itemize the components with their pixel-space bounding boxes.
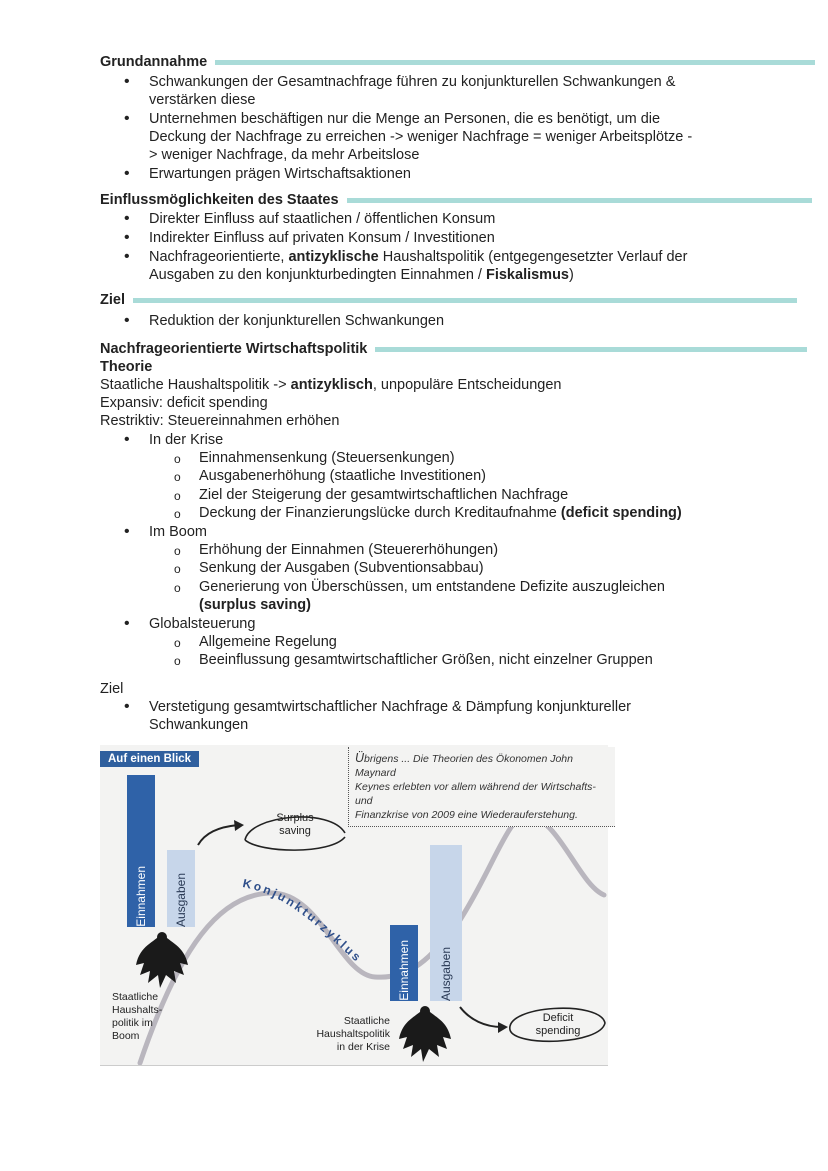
bullet-dot: • (124, 523, 130, 540)
cycle-label: Konjunkturzyklus (241, 876, 366, 966)
caption-line: in der Krise (336, 1041, 390, 1053)
bold-term: antizyklisch (290, 377, 373, 393)
heading-accent-bar (375, 347, 807, 352)
bar-einnahmen-boom (127, 775, 155, 927)
paragraph-line: Restriktiv: Steuereinnahmen erhöhen (100, 413, 340, 429)
subbullet-text: Allgemeine Regelung (199, 634, 337, 650)
krise-caption (310, 1015, 390, 1054)
subbullet-circle: o (174, 654, 181, 668)
surplus-ellipse-base (245, 837, 345, 850)
heading-text: Einflussmöglichkeiten des Staates (100, 192, 339, 208)
federal-eagle-boom (136, 932, 188, 988)
bullet-text: Im Boom (149, 524, 208, 540)
surplus-arrowhead (234, 820, 244, 831)
bold-term: Fiskalismus (485, 267, 569, 283)
bullet-text: Unternehmen beschäftigen nur die Menge an Personen, die es benötigt, um die (149, 111, 661, 127)
surplus-saving-label (260, 812, 330, 838)
note-line: Finanzkrise von 2009 eine Wiederauferstehung. (355, 809, 578, 821)
section-heading-einfluss (100, 192, 812, 208)
bullet-text: > weniger Nachfrage, da mehr Arbeitslose (149, 147, 420, 163)
bullet-text: Schwankungen der Gesamtnachfrage führen zu konjunkturellen Schwankungen & (149, 74, 676, 90)
subbullet-circle: o (174, 581, 181, 595)
section-heading-nachfrage (100, 341, 807, 357)
bullet-dot: • (124, 165, 130, 182)
heading-accent-bar (133, 298, 797, 303)
note-line: brigens ... Die Theorien des Ökonomen John Maynard (355, 753, 573, 779)
bullet-text (149, 248, 687, 266)
subbullet-circle: o (174, 489, 181, 503)
subbullet-text: Ziel der Steigerung der gesamtwirtschaftlichen Nachfrage (199, 487, 569, 503)
bullet-text (149, 266, 574, 284)
boom-caption (112, 991, 162, 1043)
caption-line: Staatliche (343, 1015, 390, 1027)
subheading-theorie: Theorie (100, 359, 153, 375)
text-run: Nachfrageorientierte, (149, 249, 289, 265)
note-line: Keynes erlebten vor allem während der Wirtschafts- und (355, 781, 596, 807)
heading-text: Grundannahme (100, 54, 208, 70)
subbullet-text: Ausgabenerhöhung (staatliche Investitionen) (199, 468, 486, 484)
subbullet-text: Generierung von Überschüssen, um entstandene Defizite auszugleichen (199, 579, 665, 595)
bullet-dot: • (124, 229, 130, 246)
deficit-arrowhead (498, 1022, 508, 1033)
subbullet-text: Einnahmensenkung (Steuersenkungen) (199, 450, 455, 466)
subbullet-text (199, 504, 682, 522)
bullet-text: Direkter Einfluss auf staatlichen / öffentlichen Konsum (149, 211, 496, 227)
bar-label: Einnahmen (134, 866, 148, 927)
caption-line: politik im (112, 1017, 153, 1029)
figure-badge: Auf einen Blick (100, 751, 199, 767)
paragraph-heading-ziel: Ziel (100, 681, 124, 697)
bullet-dot: • (124, 615, 130, 632)
bar-label: Ausgaben (439, 946, 453, 1001)
section-heading-ziel (100, 292, 797, 308)
subbullet-circle: o (174, 636, 181, 650)
caption-line: Haushalts- (112, 1004, 163, 1016)
heading-text: Ziel (100, 292, 125, 308)
bullet-text: Verstetigung gesamtwirtschaftlicher Nachfrage & Dämpfung konjunktureller (149, 699, 631, 715)
subbullet-circle: o (174, 507, 181, 521)
note-initial: Ü (355, 751, 365, 765)
section-heading-grundannahme (100, 54, 815, 70)
deficit-spending-label (520, 1012, 596, 1038)
caption-line: Boom (112, 1030, 140, 1042)
federal-eagle-crisis (399, 1006, 451, 1062)
surplus-arrow (198, 825, 238, 845)
bar-label: Einnahmen (397, 940, 411, 1001)
bullet-text: verstärken diese (149, 92, 256, 108)
subbullet-text: (surplus saving) (199, 597, 311, 613)
bold-term: (deficit spending) (560, 505, 682, 521)
text-run: Haushaltspolitik (entgegengesetzter Verlauf der (378, 249, 688, 265)
heading-accent-bar (347, 198, 812, 203)
label-line: spending (535, 1025, 581, 1037)
subbullet-circle: o (174, 470, 181, 484)
bullet-dot: • (124, 110, 130, 127)
subbullet-circle: o (174, 544, 181, 558)
bullet-text: Schwankungen (149, 717, 249, 733)
bullet-text: Globalsteuerung (149, 616, 256, 632)
bullet-text: Deckung der Nachfrage zu erreichen -> weniger Nachfrage = weniger Arbeitsplötze - (149, 129, 693, 145)
caption-line: Staatliche (112, 991, 159, 1003)
label-line: Deficit (542, 1012, 574, 1024)
bullet-text: In der Krise (149, 432, 224, 448)
bullet-text: Erwartungen prägen Wirtschaftsaktionen (149, 166, 411, 182)
text-run: , unpopuläre Entscheidungen (372, 377, 562, 393)
caption-line: Haushaltspolitik (316, 1028, 390, 1040)
text-run: Ausgaben zu den konjunkturbedingten Einnahmen / (149, 267, 486, 283)
subbullet-circle: o (174, 562, 181, 576)
text-run: Deckung der Finanzierungslücke durch Kreditaufnahme (199, 505, 561, 521)
bullet-dot: • (124, 248, 130, 265)
deficit-arrow (460, 1007, 502, 1027)
paragraph-line: Expansiv: deficit spending (100, 395, 268, 411)
paragraph-line (100, 376, 561, 394)
bullet-text: Reduktion der konjunkturellen Schwankungen (149, 313, 445, 329)
subbullet-text: Beeinflussung gesamtwirtschaftlicher Größen, nicht einzelner Gruppen (199, 652, 653, 668)
bullet-dot: • (124, 73, 130, 90)
bullet-text: Indirekter Einfluss auf privaten Konsum / Investitionen (149, 230, 495, 246)
bar-einnahmen-krise (390, 925, 418, 1001)
keynes-cycle-figure (100, 745, 608, 1066)
bold-term: antizyklische (288, 249, 379, 265)
figure-side-note (348, 747, 615, 827)
subbullet-text: Senkung der Ausgaben (Subventionsabbau) (199, 560, 484, 576)
bar-label: Ausgaben (174, 872, 188, 927)
heading-accent-bar (215, 60, 815, 65)
bar-ausgaben-krise (430, 845, 462, 1001)
bar-ausgaben-boom (167, 850, 195, 927)
bullet-dot: • (124, 210, 130, 227)
text-run: Staatliche Haushaltspolitik -> (100, 377, 291, 393)
label-line: saving (279, 825, 311, 837)
label-line: Surplus (276, 812, 314, 824)
text-run: ) (569, 267, 574, 283)
heading-text: Nachfrageorientierte Wirtschaftspolitik (100, 341, 368, 357)
bullet-dot: • (124, 431, 130, 448)
subbullet-circle: o (174, 452, 181, 466)
subbullet-text: Erhöhung der Einnahmen (Steuererhöhungen) (199, 542, 499, 558)
bullet-dot: • (124, 698, 130, 715)
bullet-dot: • (124, 312, 130, 329)
